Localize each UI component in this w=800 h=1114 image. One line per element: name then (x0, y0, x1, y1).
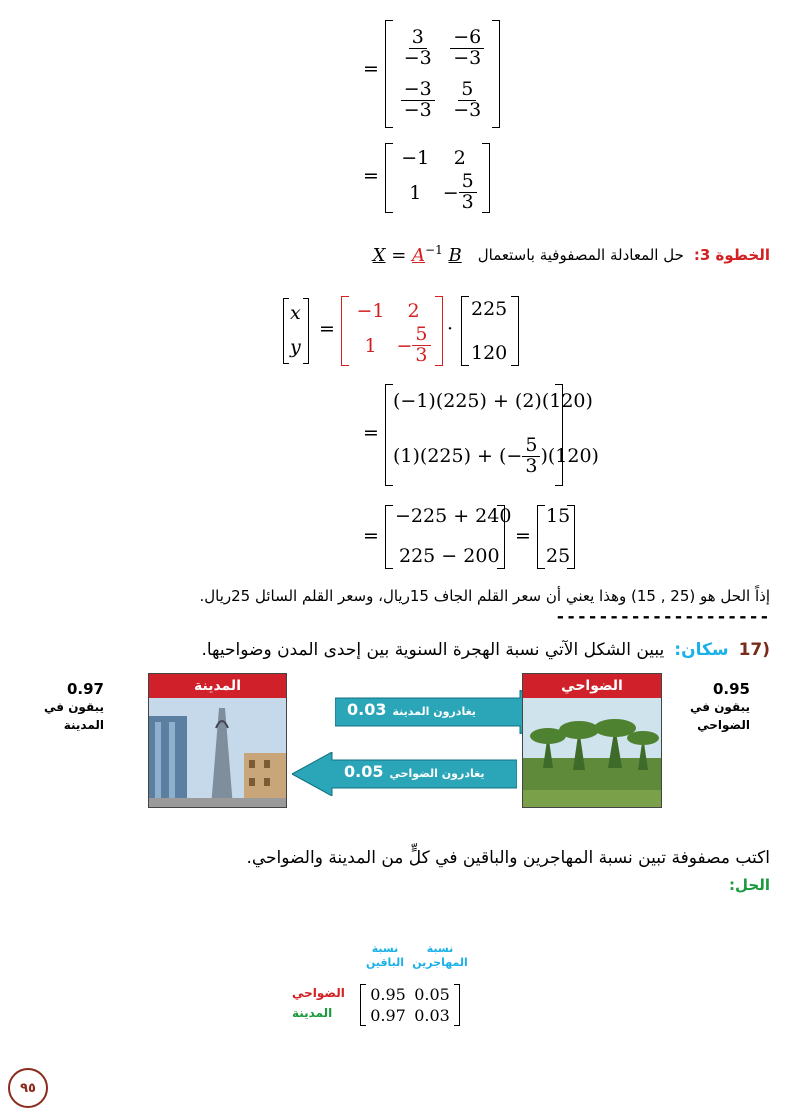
matrix-fraction-eq (363, 20, 503, 128)
product-row-1: (−1)(225) + (2)(120) (393, 390, 593, 412)
dashed-separator: -------------------- (555, 607, 770, 627)
migration-figure (30, 670, 770, 820)
problem-number: 17) (738, 640, 770, 660)
matrix-cell: $\frac{5}{-3}$ (453, 77, 482, 121)
suburb-title: الضواحي (523, 674, 661, 698)
matrix-cell: 0.03 (414, 1006, 450, 1025)
matrix-cell: − $\frac{5}{3}$ (438, 172, 483, 213)
page-number-badge (8, 1068, 48, 1108)
result-vector: 15 25 (537, 505, 575, 569)
equals-sign: = (363, 165, 379, 187)
step3-line (373, 243, 770, 266)
column-header-migrants: نسبة المهاجرين (412, 942, 468, 970)
matrix-cell: 0.05 (414, 985, 450, 1004)
matrix-cell: 0.97 (370, 1006, 406, 1025)
city-stay-info: 0.97 يبقون في المدينة (44, 680, 104, 732)
matrix-cell: 0.95 (370, 985, 406, 1004)
inverse-matrix-red: −1 2 1 − $\frac{5}{3}$ (341, 296, 443, 366)
matrix-cell: $\frac{-6}{-3}$ (450, 28, 484, 69)
step3-text: حل المعادلة المصفوفية باستعمال (477, 245, 684, 264)
simplified-result: = −225 + 240 225 − 200 = 15 25 (363, 505, 573, 569)
question-text: اكتب مصفوفة تبين نسبة المهاجرين والباقين في كلٍّ من المدينة والضواحي. (246, 848, 770, 868)
solve-equation: x y = −1 2 1 − $\frac{5}{3}$ · 225 120 (283, 296, 523, 366)
step3-formula: $X = A^{-1}$ B (372, 243, 462, 266)
problem-text: يبين الشكل الآتي نسبة الهجرة السنوية بين إحدى المدن وضواحيها. (201, 640, 665, 660)
suburb-stay-info: 0.95 يبقون في الضواحي (690, 680, 750, 732)
product-expansion: = (−1)(225) + (2)(120) (1)(225) + (− $\frac{5}{3}$ )(120) (363, 384, 563, 486)
matrix-cell: $\frac{-3}{-3}$ (401, 80, 435, 121)
column-header-stay: نسبة الباقين (365, 942, 405, 970)
matrix-cell: $\frac{3}{-3}$ (403, 25, 432, 69)
inverse-matrix (385, 143, 490, 213)
product-row-2: (1)(225) + (− $\frac{5}{3}$ )(120) (393, 434, 599, 477)
matrix-cell: 2 (453, 146, 466, 169)
arrow-to-suburbs: يغادرون المدينة 0.03 (335, 690, 560, 734)
city-title: المدينة (149, 674, 286, 698)
arrow-to-city: يغادرون الضواحي 0.05 (292, 752, 517, 796)
fraction-matrix (385, 20, 500, 128)
row-label-suburbs: الضواحي (292, 986, 345, 1000)
answer-matrix-block (292, 942, 530, 1052)
inverse-matrix-eq (363, 143, 493, 213)
city-image-box (148, 673, 287, 808)
step3-label: الخطوة 3: (693, 245, 770, 264)
solution-label: الحل: (729, 876, 770, 894)
variable-vector: x y (283, 298, 309, 364)
constant-vector: 225 120 (461, 296, 519, 366)
problem-topic: سكان: (674, 640, 729, 660)
matrix-cell: 1 (409, 181, 422, 204)
page-number: ٩٥ (20, 1080, 36, 1096)
row-label-city: المدينة (292, 1006, 333, 1020)
equals-sign: = (363, 58, 379, 80)
suburb-image-box (522, 673, 662, 808)
problem-heading (201, 640, 770, 660)
answer-matrix (360, 984, 460, 1026)
conclusion-text: إذاً الحل هو (25 , 15) وهذا يعني أن سعر القلم الجاف 15ريال، وسعر القلم السائل 25ريال. (199, 587, 770, 605)
matrix-cell: −1 (401, 146, 430, 169)
palm-trees-image (523, 698, 661, 807)
city-skyline-image (149, 698, 286, 807)
